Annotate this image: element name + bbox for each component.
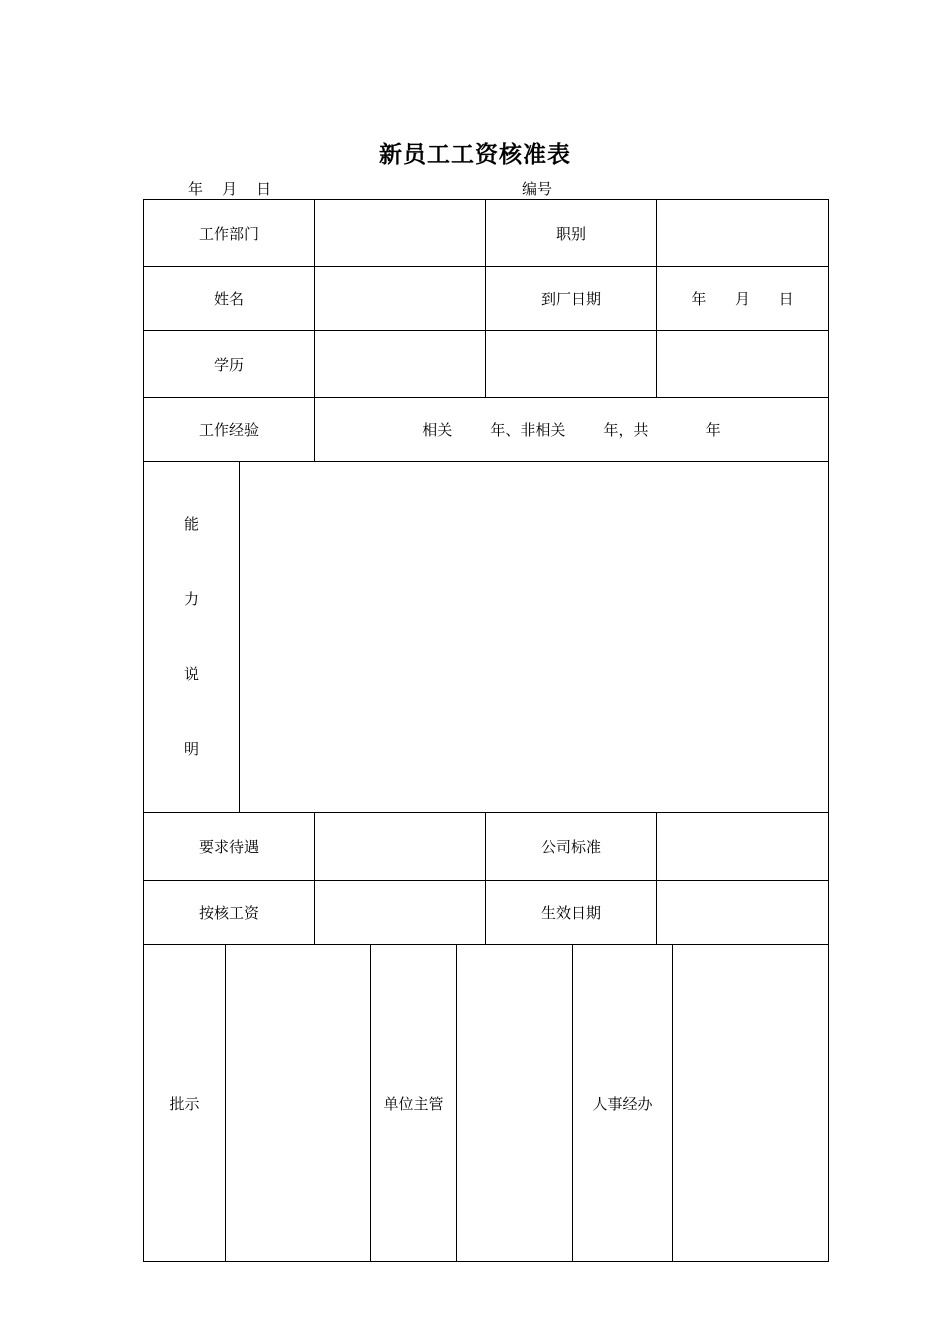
form-ability-table <box>143 461 829 813</box>
extra-field-2[interactable] <box>657 331 829 398</box>
position-field[interactable] <box>657 200 829 267</box>
company-standard-label: 公司标准 <box>486 813 657 881</box>
ability-label <box>144 462 240 813</box>
ability-row <box>144 462 829 813</box>
experience-row <box>144 398 829 462</box>
form-pay-table <box>143 812 829 945</box>
unit-supervisor-label: 单位主管 <box>371 945 457 1262</box>
ability-field[interactable] <box>240 462 829 813</box>
form-signature-table <box>143 944 829 1262</box>
company-standard-field[interactable] <box>657 813 829 881</box>
ability-char-1: 能 <box>183 515 199 533</box>
approved-salary-row <box>144 881 829 945</box>
hr-handler-field[interactable] <box>673 945 829 1262</box>
extra-field-1[interactable] <box>486 331 657 398</box>
ability-char-3: 说 <box>183 665 199 683</box>
unit-supervisor-field[interactable] <box>457 945 573 1262</box>
ability-char-4: 明 <box>183 740 199 758</box>
start-date-label: 到厂日期 <box>486 267 657 331</box>
start-date-field[interactable]: 年 月 日 <box>657 267 829 331</box>
education-label: 学历 <box>144 331 315 398</box>
approval-field[interactable] <box>226 945 371 1262</box>
experience-label: 工作经验 <box>144 398 315 462</box>
approved-salary-label: 按核工资 <box>144 881 315 945</box>
signature-row <box>144 945 829 1262</box>
hr-handler-label: 人事经办 <box>573 945 673 1262</box>
requested-pay-label: 要求待遇 <box>144 813 315 881</box>
department-field[interactable] <box>315 200 486 267</box>
name-label: 姓名 <box>144 267 315 331</box>
date-line: 年 月 日 <box>188 180 272 198</box>
department-row <box>144 200 829 267</box>
name-field[interactable] <box>315 267 486 331</box>
requested-pay-row <box>144 813 829 881</box>
salary-approval-form <box>143 199 828 1262</box>
effective-date-label: 生效日期 <box>486 881 657 945</box>
experience-field[interactable]: 相关 年、非相关 年，共 年 <box>315 398 829 462</box>
education-row <box>144 331 829 398</box>
approval-label: 批示 <box>144 945 226 1262</box>
document-title: 新员工工资核准表 <box>379 141 571 168</box>
education-field[interactable] <box>315 331 486 398</box>
requested-pay-field[interactable] <box>315 813 486 881</box>
serial-number-label: 编号 <box>522 180 553 198</box>
approved-salary-field[interactable] <box>315 881 486 945</box>
department-label: 工作部门 <box>144 200 315 267</box>
name-row <box>144 267 829 331</box>
effective-date-field[interactable] <box>657 881 829 945</box>
position-label: 职别 <box>486 200 657 267</box>
ability-char-2: 力 <box>183 590 199 608</box>
form-upper-table <box>143 199 829 462</box>
